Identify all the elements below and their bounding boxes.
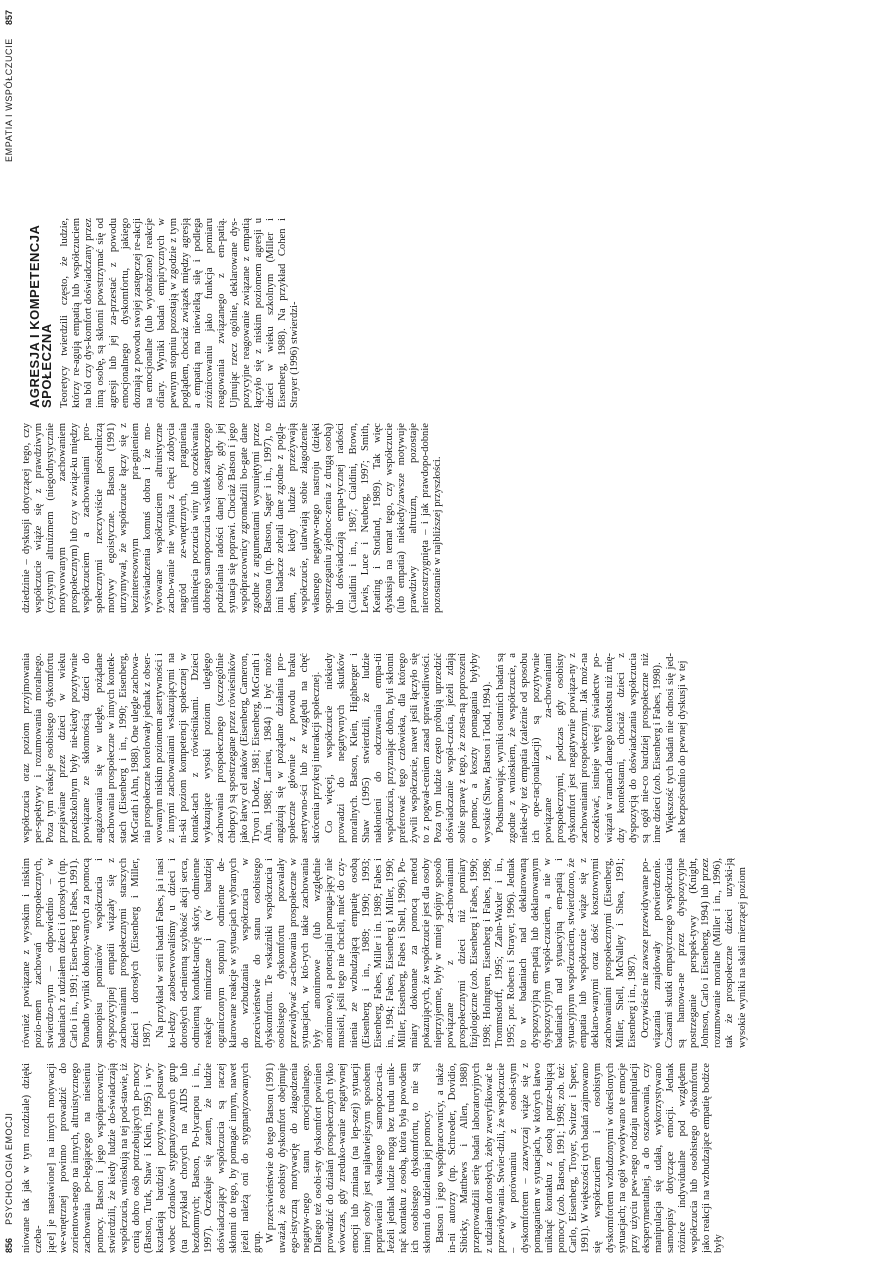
paragraph: współczucia oraz poziom przyjmowania per-spektywy i rozumowania moralnego. Poza tym reakcje osobistego dyskomfortu przejawiane przez dzieci w wieku przedszkolnym były nie-kiedy pozytywnie powiązane ze skłonnością dzieci do angażowania się w uległe, pożądane zachowania prospołeczne w innych kontek-stach (Eisenberg i in., 1990; Eisenberg, McGrath i Ahn, 1988). One ulegle zachowa-nia prospołeczne korelowały jednak z obser-wowanym niskim poziomem asertywności i z innymi zachowaniami wskazującymi na ni-ski poziom kompetencji społecznej w kontak-tach z rówieśnikami. Dzieci wykazujące wysoki poziom uległego zachowania prospołecznego (szczególnie chłopcy) są spostrzegane przez rówieśników jako łatwy cel ataków (Eisenberg, Cameron, Tryon i Dodez, 1981; Eisenberg, McGrath i Ahn, 1988; Larrieu, 1984) i być może angażują się w pożądane działania pro-społeczne głównie z powodu braku asertywno-ści lub ze względu na chęć skrócenia przykrej interakcji społecznej. [21,653,323,843]
paragraph: Na przykład w serii badań Fabes, ja i nasi ko-ledzy zaobserwowaliśmy u dzieci i dorosłych od-mienną szybkość akcji serca, odmienną kondukt-tancję skóry, odmienne reakcje mimiczne i (w bardziej ograniczonym stopniu) odmienne de-klarowane reakcje w sytuacjach wybranych do wzbudzania współczucia w przeciwieństwie do stanu osobistego dyskomfortu. Te wskaźniki współczucia i osobistego dyskomfortu pozwalały przewidywać za-chowania prospołeczne w sytuacjach, w któ-rych takie zachowania były anonimowe (lub względnie anonimowe), a potencjalni pomaga-jący nie musieli, jeśli tego nie chcieli, mieć do czy-nienia ze wzbudzającą empatię osobą (Eisenberg i in., 1989; 1990; 1993; Eisenberg, Fabes, Miller i in. 1989; Fabes i in., 1994; Fabes, Eisenberg i Miller, 1990; Miller, Eisenberg, Fabes i Shell, 1996). Po-miary dokonane za pomocą metod pokazujących, że współczucie jest dla osoby nieprzyjemne, były w mniej spójny sposób powiązane z za-chowaniami prospołecznymi dzieci niż pomiary fizjologiczne (zob. Eisenberg i Fabes, 1990; 1998; Holmgren, Eisenberg i Fabes, 1998; Trommsdorff, 1995; Zahn-Waxler i in., 1995; por. Roberts i Strayer, 1996). Jednak to w badaniach nad deklarowaną dyspozycyjną em-patią lub deklarowanym dyspozycyjnym współ-czuciem, a nie w badaniach nad sytuacyjną em-patią i sytuacyjnym współczuciem, stwierdzono, że empatia lub współczucie wiąże się z deklaro-wanymi oraz dość kosztownymi zachowaniami prospołecznymi (Eisenberg, Miller, Shell, McNalley i Shea, 1991; Eisenberg i in., 1987). [155,858,638,1048]
paragraph: W przeciwieństwie do tego Batson (1991) uważał, że osobisty dyskomfort obejmuje ego-istyczną motywację do złagodzenia negatyw-nego stanu emocjonalnego. Dlatego też osobi-sty dyskomfort powinien prowadzić do działań prospołecznych tylko wówczas, gdy zreduko-wanie negatywnej emocji lub zmiana (na lep-szej) sytuacji innej osoby jest najłatwiejszym sposobem poprawienia własnego samopoczu-cia. Jeżeli jednak ludzie mogą bez trudu unik-nąć kontaktu z osobą, która była powodem ich osobistego dyskomfortu, to nie są skłonni do udzielania jej pomocy. [264,1063,434,1253]
paragraph: niowane tak jak w tym rozdziale) dzięki czeba- [21,1063,45,1253]
paragraph: Batson i jego współpracownicy, a także in-ni autorzy (np. Schroeder, Dovidio, Sibicky, Matthews i Allen, 1988) przeprowadzili serię badań laboratoryjnych z udziałem dorosłych, żeby zweryfikować te przewidywania. Stwier-dzili, że współczucie – w porównaniu z osobi-stym dyskomfortem – zazwyczaj wiąże się z pomaganiem w sytuacjach, w których łatwo uniknąć kontaktu z osobą potrze-bującą pomocy (zob. Batson, 1991; 1998; zob. też: Carlo, Eisenberg, Troyer, Switzer i Speer, 1991). W większości tych badań zajmowano się współczuciem i osobistym dyskomfortem wzbudzonymi w określonych sytuacjach; na ogół wywoływano te emocje przy użyciu pew-nego rodzaju manipulacji eksperymentalnej, a do oszacowania, czy manipulacja się udała, wykorzystywano samoopisy dotyczące emocji. Jednak różnice indywidualne pod względem współczucia lub osobistego dyskomfortu jako reakcji na wzbudzające empatię bodźce były [435,1063,725,1253]
left-page-column-1 [21,1063,881,1253]
paragraph: Oczywiście nie zawsze przewidywane po-wiązania znajdowały potwierdzenie. Czasami skutki empatycznego współczucia są hamowa-ne przez dyspozycyjne postrzeganie perspek-tywy (Knight, Johnson, Carlo i Eisenberg, 1994) lub przez rozumowanie moralne (Miller i in., 1996), tak że prospołeczne dzieci uzyski-ją wysokie wyniki na skali mierzącej poziom [639,858,748,1048]
left-page-column-3 [21,653,881,843]
paragraph: Podsumowując, wyniki ostatnich badań są zgodne z wnioskiem, że współczucie, a niekie-dy też empatia (zależnie od sposobu ich ope-racjonalizacji) są pozytywnie powiązane z za-chowaniami prospołecznymi, podczas gdy osobisty dyskomfort jest negatywnie powiąza-ny z zachowaniami prospołecznymi. Jak moż-na oczekiwać, istnieje więcej świadectw po-wiązań w ramach danego kontekstu niż mię-dzy kontekstami, chociaż dzieci z dyspozycją do doświadczania współczucia są ogół nie-co bardziej prospołeczne niż inne dzieci (zob. Eisenberg i Fabes, 1998). [494,653,663,843]
right-page-column-1 [21,423,881,613]
paragraph: również powiązane z wysokim i niskim pozio-mem zachowań prospołecznych, stwierdzo-nym – odpowiednio – w badaniach z udziałem dzieci i dorosłych (np. Carlo i in., 1991; Eisen-berg i Fabes, 1991). Ponadto wyniki dokony-wanych za pomocą samoopisu pomiarów współczucia i dyspozycyjnej empatii wiązały się z zachowaniami prospołecznymi starszych dzieci i dorosłych (Eisenberg i Miller, 1987). [21,858,153,1048]
left-running-head [4,1113,14,1253]
paragraph: dziedzinie – dyskusji dotyczącej tego, czy współczucie wiąże się z prawdziwym (czystym) altruizmem (niegodnystycznie motywowanym zachowaniem prospołecznym) lub czy w związ-ku między współczuciem a zachowaniami pro-społecznymi rzeczywiście pośredniczą motywy egoistyczne. Batson (1991) utrzymywał, że współczucie łączy się z bezinteresownym pra-gnieniem wyświadczenia komuś dobra i że mo-tywowane współczuciem altruistyczne zacho-wanie nie wynika z chęci zdobycia nagród ze-wnętrznych, pragnienia uniknięcia poczucia winy lub oczekiwania dobrego samopoczucia wskutek zastępczego podzielania radości danej osoby, gdy jej sytuacja się poprawi. Chociaż Batson i jego współpracownicy zgromadzili bo-gate dane zgodne z argumentami wysuniętymi przez Batsona (np. Batson, Sager i in., 1997), to inni badacze zebrali dane zgodne z poglą-dem, że kiedy ludzie przeżywają współczucie, ulatwiają sobie złagodzenie własnego negatyw-nego nastroju (dzięki spostrzeganiu zjednoc-zenia z drugą osobą) lub doświadczają empa-tycznej radości (Cialdini i in., 1987; Cialdini, Brown, Lewis, Luce i Neuberg, 1997; Smith, Keating i Stotland, 1989). Tak więc dyskusja na temat tego, czy współczucie (lub empatia) niekiedy/zawsze motywuje prawdziwy altruizm, pozostaje nierozstrzygnięta – i jak prawdopo-dobnie pozostanie w najbliższej przyszłości. [21,423,444,613]
paragraph: Większość tych badań nie odnosi się jed-nak bezpośrednio do pewnej dyskusji w tej [664,653,689,843]
section-heading: AGRESJA I KOMPETENCJA SPOŁECZNA [27,225,55,408]
right-page-column-2 [21,218,881,408]
left-page-column-2 [21,858,881,1048]
paragraph: jące] je nastawione] na innych motywacji we-wnętrznej powinno prowadzić do zorientowa-nego na innych, altruistycznego zachowania po-legającego na niesieniu pomocy. Batson i jego współpracownicy stwierdzili, że kiedy ludzie do-świadczają współczucia, wnioskują na tej pod-stawie, iż cenią dobro osób potrzebujących po-mocy (Batson, Turk, Shaw i Klein, 1995) i wy-kształcają bardziej pozytywne postawy wobec członków stygmatyzowanych grup (na przykład chorych na AIDS lub bezdomnych; Batson, Po-lycarpou i in., 1997). Oczekuje się zatem, że ludzie doświadczający współczucia są raczej skłonni do tego, by pomagać innym, nawet jeżeli należą oni do stygmatyzowanych grup. [46,1063,263,1253]
right-page-number: 857 [4,10,14,26]
right-running-title: EMPATIA I WSPÓŁCZUCIE [4,38,14,162]
paragraph: Teoretycy twierdzili często, że ludzie, którzy re-agują empatią lub współczuciem na ból czy dys-komfort doświadczany przez inną osobę, są skłonni powstrzymać się od agresji lub jej za-przestać z powodu emocjonalnego dyskomfortu, jakiego doznają z powodu swojej zastępczej re-akcji na emocjonalne (lub wyobrażone) reakcje ofiary. Wyniki badań empirycznych w pewnym stopniu pozostają w zgodzie z tym poglądem, chociaż związek między agresją a empatią ma niewielką siłę i podlega zróżnicowaniu jako funkcja pomiaru reagowania związanego z em-patią. Ujmując rzecz ogólnie, deklarowane dys-pozycyjne reagowanie związane z empatią łączyło się z niskim poziomem agresji u dzieci w wieku szkolnym (Miller i Eisenberg, 1988). Na przykład Cohen i Strayer (1996) stwierdzi- [59,218,300,408]
left-page-number: 856 [4,1237,14,1253]
paragraph: Co więcej, współczucie niekiedy prowadzi do negatywnych skutków moralnych. Batson, Klein, Highberger i Shaw (1995) stwierdzili, że ludzie nakłonieni do odczuwania empa-tii współczucia, przyznając dobra, byli skłonni preferować tego człowieka, dla którego żywili współczucie, nawet jeśli łączyło się to z pogwał-ceniem zasad sprawiedliwości. Poza tym ludzie często próbują uprzedzić doświadczanie współ-czucia, jeżeli zdają sobie sprawę z tego, że zosta-ną poproszeni o pomoc, a koszty pomagania byłyby wysokie (Shaw, Batson i Todd, 1994). [324,653,493,843]
left-running-title: PSYCHOLOGIA EMOCJI [4,1112,14,1225]
right-running-head [4,10,14,162]
